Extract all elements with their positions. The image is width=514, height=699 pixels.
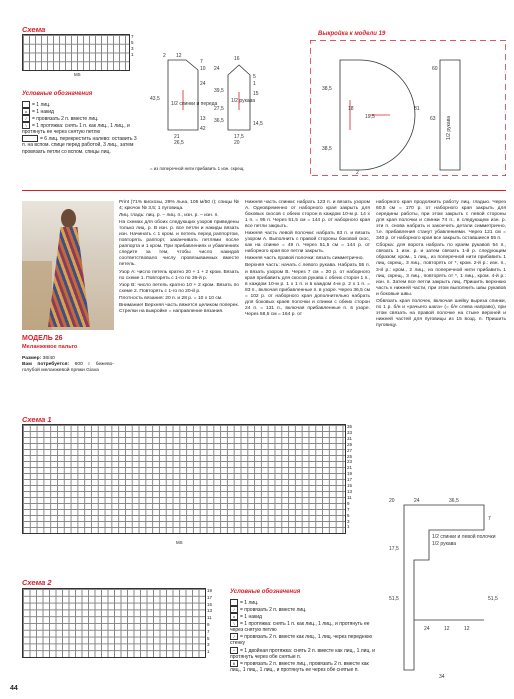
schema-rownums: 7 5 3 1 <box>131 34 134 57</box>
section-divider <box>22 190 506 191</box>
svg-text:38,5: 38,5 <box>322 86 332 92</box>
svg-text:63: 63 <box>430 116 436 122</box>
yarn-over-symbol-icon: o <box>230 613 238 620</box>
svg-text:43,5: 43,5 <box>150 96 160 102</box>
svg-text:20: 20 <box>234 140 240 146</box>
ms-label: MS <box>74 72 81 77</box>
svg-text:21: 21 <box>174 134 180 140</box>
knit-symbol-icon <box>22 101 30 108</box>
svg-text:12: 12 <box>464 626 470 632</box>
svg-text:42: 42 <box>200 126 206 132</box>
svg-text:2: 2 <box>163 53 166 59</box>
ssk-symbol-icon: \ <box>22 122 30 129</box>
legend-item: = 1 лиц. <box>22 101 138 108</box>
instructions-col-1: Print (71% вискозы, 29% льна, 105 м/50 г); спицы № 4; крючок № 3,5; 1 пуговица. Лиц. гладь: лиц. р. – лиц. п., изн. р. – изн. п. На схемах для обоих следующих узоров приведены только лиц. р. В изн. р. все петли и накиды вязать изн. Начинать с 1 кром. и петель перед раппортом, повторять раппорт, заканчивать петлями после раппорта и 1 кром. При прибавлениях и убавлениях следите за тем, чтобы число накидов соответствовало числу провязываемых вместе петель. Узор А: число петель кратно 20 + 1 + 2 кром. Вязать по схеме 1. Повторять с 1-го по 36-й р. Узор В: число петель кратно 10 + 2 кром. Вязать по схеме 2. Повторять с 1-го по 20-й р. Плотность вязания: 20 п. и 28 р. = 10 х 10 см. Внимание! Верхняя часть вяжется целиком поперек. Стрелки на выкройке = направление вязания. <box>119 200 239 314</box>
k2tog-symbol-icon: / <box>230 606 238 613</box>
schema2-title: Схема 2 <box>22 578 52 587</box>
coat-sleeve-label: 1/2 рукава <box>432 541 457 547</box>
instructions-col-2: Нижняя часть спинки: набрать 123 п. и вязать узором А. Одновременно от наборного края закрыть для боковых скосов с обеих сторон в каждом 10-м р. 14 х 1 п. = 95 п. Через 51,5 см = 144 р. от наборного края все петли закрыть. Нижняя часть левой полочки: набрать 63 п. и вязать узором А. Выполнить с правой стороны боковой скос, как на спинке = 49 п. Через 51,5 см = 144 р. от наборного края все петли закрыть. Нижняя часть правой полочки: вязать симметрично. Верхняя часть: начать с левого рукава. Набрать 55 п. и вязать узором В. Через 7 см = 20 р. от наборного края прибавить для скосов рукава с обеих сторон 1 п., в каждом 10-м р. 1 х 1 п. и в каждом 4-м р. 2 х 1 п. = 83 п., включая прибавленные п. в узоре. Через 36,5 см = 102 р. от наборного края дополнительно набрать для боковых краев полочки и спинки с обеих сторон 24 п. = 131 п., включая прибавленные п. в узоре. Через 58,5 см = 164 р. от <box>245 200 370 317</box>
pattern-schematics <box>138 30 298 165</box>
pattern1-name: 1/2 спинки и переда <box>171 101 218 107</box>
svg-text:26,5: 26,5 <box>174 140 184 146</box>
svg-text:34: 34 <box>439 674 445 680</box>
vykroika-title: Выкройка к модели 19 <box>318 31 386 37</box>
svg-text:27,5: 27,5 <box>214 106 224 112</box>
page-number: 44 <box>10 685 18 692</box>
vykroika-schematic <box>310 40 506 176</box>
legend-list-bottom <box>230 599 380 673</box>
svg-text:10: 10 <box>200 66 206 72</box>
svg-text:17,5: 17,5 <box>389 546 399 552</box>
legend-item: / = провязать 2 п. вместе лиц. <box>230 606 380 613</box>
svg-text:24: 24 <box>214 66 220 72</box>
schema1-title: Схема 1 <box>22 415 52 424</box>
svg-text:51,5: 51,5 <box>389 596 399 602</box>
svg-text:12: 12 <box>176 53 182 59</box>
svg-text:24: 24 <box>414 498 420 504</box>
svg-text:15: 15 <box>253 91 259 97</box>
svg-text:24: 24 <box>200 81 206 87</box>
legend-item: / = провязать 2 п. вместе лиц. <box>22 115 138 122</box>
svg-text:13: 13 <box>200 116 206 122</box>
legend-title-bottom: Условные обозначения <box>230 589 301 595</box>
legend-item: \ = 1 протяжка: снять 1 п. как лиц., 1 лиц., и протянуть ее через снятую петлю <box>230 620 370 634</box>
schema2-rownums: 19 17 15 13 11 9 7 5 3 1 <box>207 588 213 655</box>
svg-text:7: 7 <box>200 59 203 65</box>
model-subtitle: Меланжевое пальто <box>22 344 78 350</box>
svg-text:2: 2 <box>356 170 359 176</box>
schema-title: Схема <box>22 25 46 34</box>
knit-symbol-icon <box>230 599 238 606</box>
svg-text:18: 18 <box>348 106 354 112</box>
schema2-grid <box>22 588 206 658</box>
svg-text:1: 1 <box>253 81 256 87</box>
model-details: Размер: 38/40 Вам потребуется: 600 г бежево-голубой меланжевой пряжи Giava <box>22 356 115 374</box>
schema1-rownums: 35 33 31 29 27 25 23 21 19 17 15 13 11 9 7 5 3 1 <box>347 424 353 530</box>
svg-text:38,5: 38,5 <box>322 146 332 152</box>
legend-item: / = провязать 2 п. вместе как лиц., 1 лиц. через переднюю стенку <box>230 634 373 647</box>
coat-schematic <box>384 490 506 680</box>
instructions-col-3: наборного края продолжить работу лиц. гладью. Через 60,5 см = 170 р. от наборного края закрыть для середины работы, при этом закрыть с левой стороны для края полочки и спинки 74 п., в следующем изн. р. эти п. снова набрать и закончить детали симметрично, т.е. прибавления станут убавлениями. Через 121 см = 340 р. от наборного края все закрыть оставшиеся 55 п. Сборка: для ворота набрать по краям рукавов 54 п., связать 1 изн. р. и затем связать 1-й р. следующим образом: кром., 1 лиц., из поперечной нити прибавить 1 лиц. скрещ., 3 лиц., повторять от *, кром. 2-й р.: изн. п., 3-й р.: кром., 2 лиц., из поперечной нити прибавить 1 лиц. скрещ., 3 лиц., повторять от *, 1 лиц., кром. 4-й р.: изн. п. Затем все петли закрыть лиц. Пришить верхнюю часть к нижней части, при этом выполнить швы рукавов и боковые швы. Обвязать края полочек, включая шейку выреза спинки, по 1 р. б/н и «рачьего шага» (= б/н слева направо), при этом связать на правой полочке на стыке верхней и нижней частей для пуговицы из 15 возд. п. Пришить пуговицу. <box>376 200 506 328</box>
svg-text:16: 16 <box>234 56 240 62</box>
svg-text:81: 81 <box>414 106 420 112</box>
model-title: МОДЕЛЬ 26 <box>22 335 63 342</box>
model-photo <box>22 201 114 330</box>
svg-text:7: 7 <box>488 516 491 522</box>
double-decrease-symbol-icon: ^ <box>230 647 238 654</box>
ssk-symbol-icon: \ <box>230 620 238 627</box>
arrow-note: = из поперечной нити прибавить 1 изн. скрещ. <box>150 166 245 171</box>
svg-text:1/2 рукава: 1/2 рукава <box>446 115 452 140</box>
svg-text:36,5: 36,5 <box>214 118 224 124</box>
legend-title: Условные обозначения <box>22 91 93 97</box>
svg-text:51,5: 51,5 <box>488 596 498 602</box>
svg-text:12: 12 <box>444 626 450 632</box>
k2tog-symbol-icon: / <box>22 115 30 122</box>
legend-list <box>22 101 138 155</box>
svg-text:24: 24 <box>424 626 430 632</box>
svg-text:14,5: 14,5 <box>253 121 263 127</box>
k2tog-tbl-symbol-icon: / <box>230 633 238 640</box>
svg-text:36,5: 36,5 <box>449 498 459 504</box>
legend-item: = 6 лиц. перекрестить налево: оставить 3 п. на вспом. спице перед работой, 3 лиц., затем провязать петли со вспом. спицы лиц. <box>22 136 137 155</box>
schema1-grid <box>22 424 346 534</box>
pattern2-name: 1/2 рукава <box>231 98 256 104</box>
yarn-over-symbol-icon: o <box>22 108 30 115</box>
triple-decrease-symbol-icon: 6 <box>230 660 238 667</box>
legend-item: 6 = провязать 2 п. вместе лиц., провязать 2 п. вместе как лиц., 1 лиц., 1 лиц., и протянуть ее через обе снятые п. <box>230 660 369 673</box>
legend-item: o = 1 накид <box>230 613 380 620</box>
coat-back-front-label: 1/2 спинки и левой полочки <box>432 534 496 540</box>
legend-item: = 1 лиц. <box>230 599 380 606</box>
svg-text:39,5: 39,5 <box>214 88 224 94</box>
svg-text:60: 60 <box>432 66 438 72</box>
svg-text:20: 20 <box>389 498 395 504</box>
ms-label-bottom: MS <box>176 540 183 545</box>
svg-text:19,5: 19,5 <box>365 114 375 120</box>
schema-grid <box>22 34 130 71</box>
legend-item: ^ = 1 двойная протяжка: снять 2 п. вместе как лиц., 1 лиц. и протянуть через обе снятые п. <box>230 647 375 660</box>
legend-item: o = 1 накид <box>22 108 138 115</box>
legend-item: \ = 1 протяжка: снять 1 п. как лиц., 1 лиц., и протянуть ее через снятую петлю <box>22 122 130 136</box>
svg-text:5: 5 <box>253 74 256 80</box>
svg-text:17,5: 17,5 <box>234 134 244 140</box>
